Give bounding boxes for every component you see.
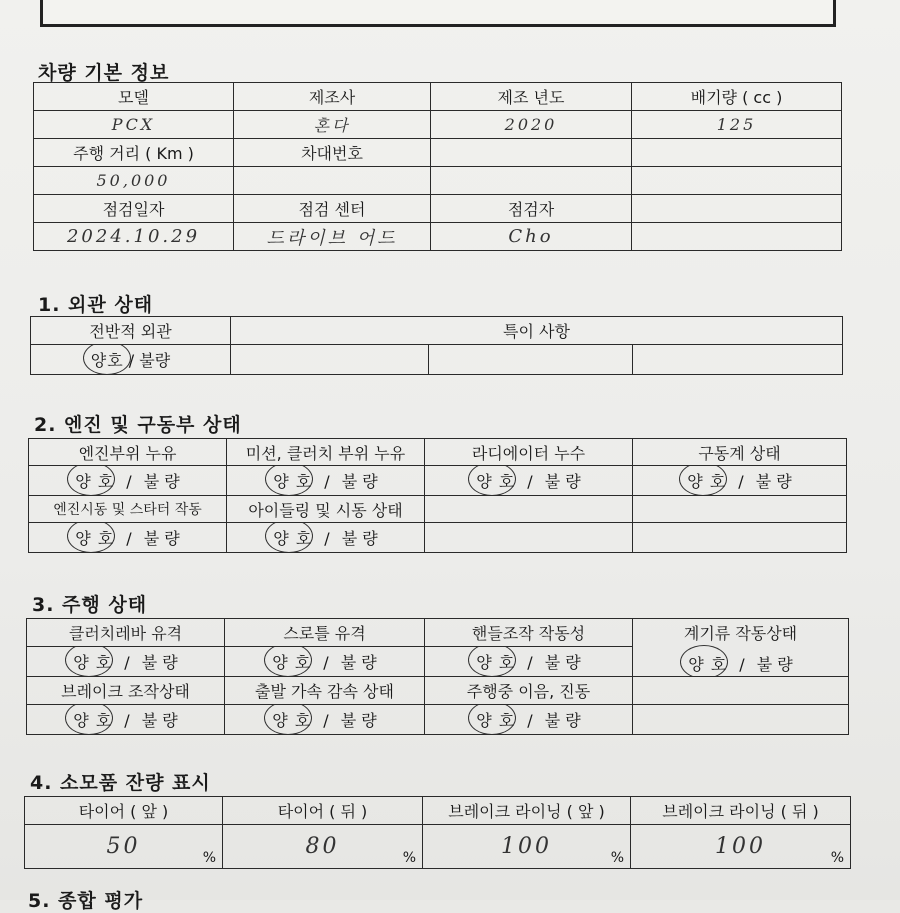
consumables-table: [24, 796, 851, 869]
choice-good: 양 호: [75, 526, 114, 549]
choice-bad: 불 량: [340, 653, 377, 672]
label-gauges: 계기류 작동상태: [683, 623, 798, 643]
label-front-brake-lining: 브레이크 라이닝 ( 앞 ): [423, 797, 631, 825]
value-front-tire-cell: [25, 825, 223, 869]
selection-circle: [679, 466, 727, 496]
header-inspection-date: 점검일자: [34, 195, 234, 223]
header-year: 제조 년도: [431, 83, 632, 111]
choice-bad: 불 량: [756, 654, 793, 674]
label-acceleration: 출발 가속 감속 상태: [225, 677, 425, 705]
label-drivetrain: 구동계 상태: [633, 439, 847, 466]
inspector-signature: Cho: [431, 223, 632, 251]
value-rear-tire: 80: [305, 834, 340, 859]
choice-separator: /: [527, 711, 533, 730]
value-displacement: 125: [632, 111, 842, 139]
value-mileage: 50,000: [34, 167, 234, 195]
cell-gauges: [633, 619, 849, 677]
label-handling: 핸들조작 작동성: [425, 619, 633, 647]
choice-separator: /: [324, 529, 330, 548]
choice-good: 양 호: [73, 708, 112, 731]
blank-cell: [632, 223, 842, 251]
label-idling: 아이들링 및 시동 상태: [227, 496, 425, 523]
label-transmission-leak: 미션, 클러치 부위 누유: [227, 439, 425, 466]
choice-separator: /: [738, 472, 744, 491]
header-vin: 차대번호: [234, 139, 431, 167]
engine-table: [28, 438, 847, 553]
choice-bad: 불 량: [755, 472, 792, 491]
value-vin: [234, 167, 431, 195]
choice-bad: 불 량: [340, 711, 377, 730]
selection-circle: [264, 705, 312, 735]
blank-cell: [632, 139, 842, 167]
driving-heading: 3. 주행 상태: [32, 594, 148, 616]
percent-unit: %: [202, 850, 216, 866]
basic-info-table: [33, 82, 842, 251]
choice-good: 양 호: [273, 469, 312, 492]
basic-info-heading: 차량 기본 정보: [38, 62, 170, 84]
header-overall-exterior: 전반적 외관: [31, 317, 231, 345]
choice-separator: /: [323, 711, 329, 730]
choice-engine-start: [29, 523, 227, 553]
blank-cell: [633, 677, 849, 705]
choice-bad: 불 량: [544, 711, 581, 730]
value-year: 2020: [431, 111, 632, 139]
blank-cell: [633, 705, 849, 735]
value-maker: 혼다: [234, 111, 431, 139]
blank-cell: [632, 167, 842, 195]
choice-good: 양호: [91, 348, 124, 371]
label-rear-tire: 타이어 ( 뒤 ): [223, 797, 423, 825]
selection-circle: [468, 705, 516, 735]
exterior-table: [30, 316, 843, 375]
choice-good: 양 호: [75, 469, 114, 492]
choice-idling: [227, 523, 425, 553]
choice-bad: 불 량: [544, 653, 581, 672]
choice-overall-exterior: 양호 / 불량: [31, 345, 231, 375]
blank-cell: [231, 345, 429, 375]
value-inspection-center: 드라이브 어드: [234, 223, 431, 251]
choice-radiator-leak: [425, 466, 633, 496]
blank-cell: [431, 139, 632, 167]
choice-bad: 불 량: [141, 711, 178, 730]
blank-cell: [633, 523, 847, 553]
choice-bad: 불 량: [143, 529, 180, 548]
value-rear-brake-lining: 100: [715, 834, 766, 859]
choice-engine-leak: [29, 466, 227, 496]
percent-unit: %: [830, 850, 844, 866]
selection-circle: [65, 647, 113, 677]
blank-cell: [425, 523, 633, 553]
label-throttle: 스로틀 유격: [225, 619, 425, 647]
header-inspector: 점검자: [431, 195, 632, 223]
label-brake-operation: 브레이크 조작상태: [27, 677, 225, 705]
label-noise-vibration: 주행중 이음, 진동: [425, 677, 633, 705]
selection-circle: [83, 345, 131, 375]
choice-separator: /: [323, 653, 329, 672]
choice-separator: /: [124, 653, 130, 672]
blank-cell: [633, 345, 843, 375]
choice-good: 양 호: [73, 650, 112, 673]
value-inspection-date: 2024.10.29: [34, 223, 234, 251]
choice-transmission-leak: [227, 466, 425, 496]
choice-good: 양 호: [476, 708, 515, 731]
percent-unit: %: [610, 850, 624, 866]
driving-table: [26, 618, 849, 735]
value-model: PCX: [34, 111, 234, 139]
overall-evaluation-heading: 5. 종합 평가: [28, 890, 144, 912]
choice-good: 양 호: [273, 526, 312, 549]
choice-separator: /: [527, 653, 533, 672]
choice-separator: /: [126, 472, 132, 491]
label-clutch-lever: 클러치레바 유격: [27, 619, 225, 647]
value-rear-tire-cell: [223, 825, 423, 869]
value-front-tire: 50: [106, 834, 141, 859]
choice-good: 양 호: [272, 650, 311, 673]
selection-circle: [67, 466, 115, 496]
choice-good: 양 호: [476, 650, 515, 673]
choice-bad: 불 량: [341, 529, 378, 548]
choice-acceleration: [225, 705, 425, 735]
blank-cell: [429, 345, 633, 375]
blank-cell: [632, 195, 842, 223]
choice-brake-operation: [27, 705, 225, 735]
choice-handling: [425, 647, 633, 677]
header-inspection-center: 점검 센터: [234, 195, 431, 223]
choice-bad: 불 량: [143, 472, 180, 491]
selection-circle: [680, 645, 728, 677]
header-displacement: 배기량 ( cc ): [632, 83, 842, 111]
engine-heading: 2. 엔진 및 구동부 상태: [34, 414, 242, 436]
blank-cell: [633, 496, 847, 523]
selection-circle: [67, 523, 115, 553]
header-maker: 제조사: [234, 83, 431, 111]
exterior-heading: 1. 외관 상태: [38, 294, 154, 316]
selection-circle: [265, 523, 313, 553]
header-special-notes: 특이 사항: [231, 317, 843, 345]
label-front-tire: 타이어 ( 앞 ): [25, 797, 223, 825]
label-radiator-leak: 라디에이터 누수: [425, 439, 633, 466]
header-model: 모델: [34, 83, 234, 111]
choice-bad: 불 량: [141, 653, 178, 672]
choice-throttle: [225, 647, 425, 677]
choice-separator: /: [124, 711, 130, 730]
selection-circle: [65, 705, 113, 735]
value-front-brake-lining: 100: [501, 834, 552, 859]
choice-separator: /: [527, 472, 533, 491]
blank-cell: [425, 496, 633, 523]
consumables-heading: 4. 소모품 잔량 표시: [30, 772, 211, 794]
selection-circle: [468, 466, 516, 496]
selection-circle: [468, 647, 516, 677]
choice-good: 양 호: [272, 708, 311, 731]
selection-circle: [265, 466, 313, 496]
label-rear-brake-lining: 브레이크 라이닝 ( 뒤 ): [631, 797, 851, 825]
choice-bad: 불 량: [341, 472, 378, 491]
choice-separator: /: [739, 654, 745, 674]
choice-good: 양 호: [687, 469, 726, 492]
choice-good: 양 호: [688, 652, 727, 675]
blank-cell: [431, 167, 632, 195]
document-title-box: [40, 0, 836, 27]
label-engine-start: 엔진시동 및 스타터 작동: [29, 496, 227, 523]
choice-noise-vibration: [425, 705, 633, 735]
choice-bad: 불 량: [544, 472, 581, 491]
choice-bad: 불량: [139, 351, 171, 370]
choice-clutch-lever: [27, 647, 225, 677]
choice-separator: /: [324, 472, 330, 491]
choice-drivetrain: [633, 466, 847, 496]
label-engine-leak: 엔진부위 누유: [29, 439, 227, 466]
choice-good: 양 호: [476, 469, 515, 492]
value-front-brake-cell: [423, 825, 631, 869]
value-rear-brake-cell: [631, 825, 851, 869]
selection-circle: [264, 647, 312, 677]
choice-separator: /: [126, 529, 132, 548]
choice-gauges: [633, 652, 848, 675]
header-mileage: 주행 거리 ( Km ): [34, 139, 234, 167]
percent-unit: %: [402, 850, 416, 866]
